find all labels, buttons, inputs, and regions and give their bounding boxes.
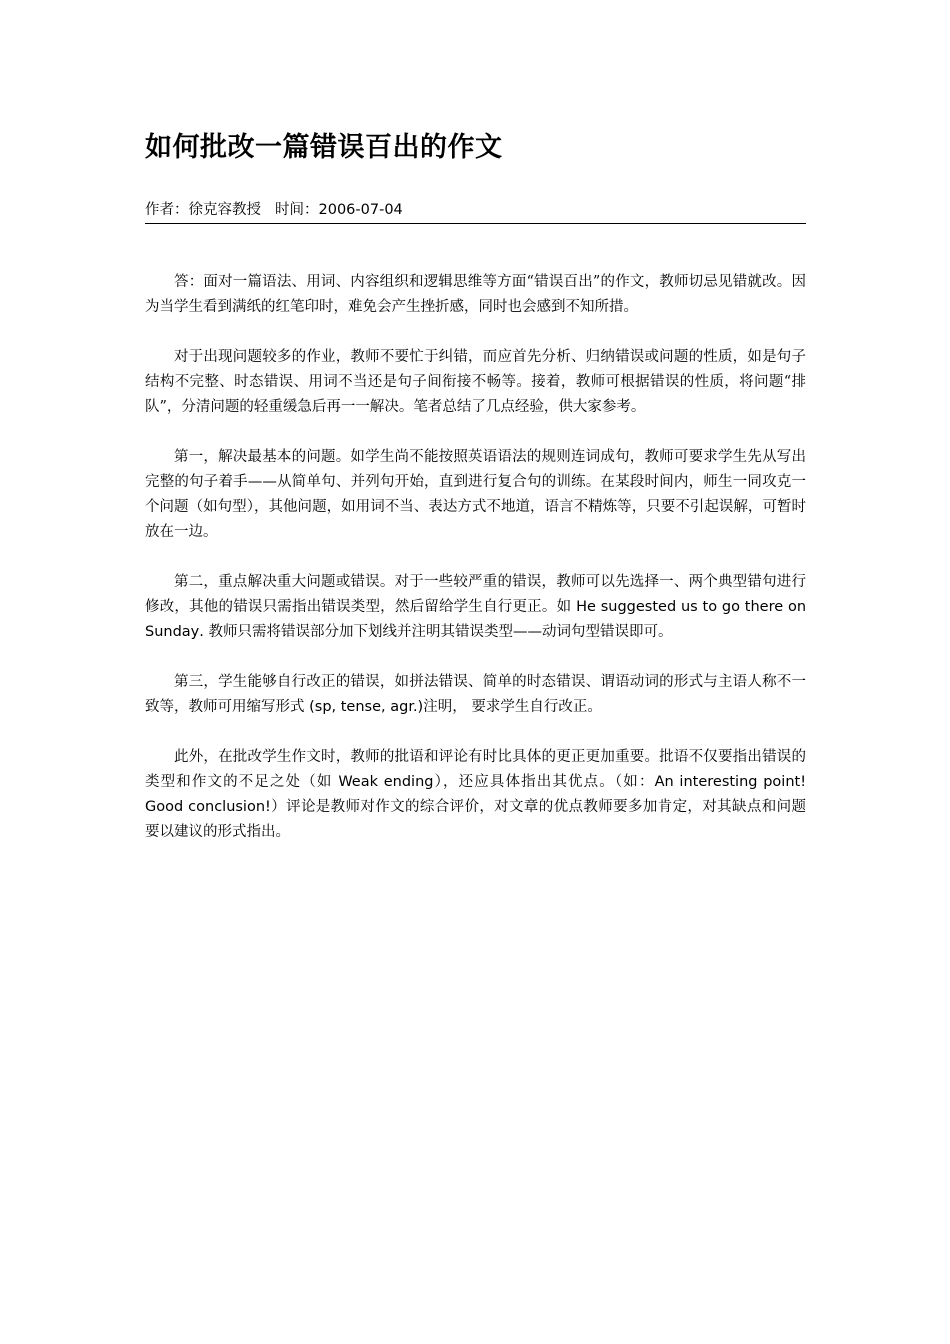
- article-meta: [145, 199, 806, 224]
- time-label: 时间：: [275, 202, 319, 218]
- paragraph-first-point: 第一，解决最基本的问题。如学生尚不能按照英语语法的规则连词成句，教师可要求学生先从写出完整的句子着手——从简单句、并列句开始，直到进行复合句的训练。在某段时间内，师生一同攻克一个问题（如句型），其他问题，如用词不当、表达方式不地道，语言不精炼等，只要不引起误解，可暂时放在一边。: [145, 449, 806, 540]
- paragraph-comments: [145, 745, 806, 845]
- publish-date: 2006-07-04: [318, 202, 403, 218]
- paragraph-text: 此外，在批改学生作文时，教师的批语和评论有时比具体的更正更加重要。批语不仅要指出错误的类型和作文的不足之处（如: [145, 749, 806, 790]
- paragraph-text: ）评论是教师对作文的综合评价，对文章的优点教师要多加肯定，对其缺点和问题要以建议的形式指出。: [145, 799, 806, 840]
- article-title: 如何批改一篇错误百出的作文: [145, 132, 503, 163]
- abbreviation-list: (sp, tense, agr.): [309, 699, 424, 715]
- author-label: 作者：: [145, 202, 189, 218]
- author-name: 徐克容教授: [188, 202, 261, 218]
- paragraph-second-point: [145, 570, 806, 645]
- paragraph-text: . 教师只需将错误部分加下划线并注明其错误类型——动词句型错误即可。: [199, 624, 673, 640]
- paragraph-analysis: 对于出现问题较多的作业，教师不要忙于纠错，而应首先分析、归纳错误或问题的性质，如是句子结构不完整、时态错误、用词不当还是句子间衔接不畅等。接着，教师可根据错误的性质，将问题“排队”，分清问题的轻重缓急后再一一解决。笔者总结了几点经验，供大家参考。: [145, 349, 806, 415]
- example-comment: Weak ending: [338, 774, 434, 790]
- paragraph-text: ），还应具体指出其优点。（如：: [433, 774, 655, 790]
- article: [145, 128, 806, 870]
- paragraph-text: 第三，学生能够自行改正的错误，如拼法错误、简单的时态错误、谓语动词的形式与主语人称不一致等，教师可用缩写形式: [145, 674, 806, 715]
- paragraph-third-point: [145, 670, 806, 720]
- example-comment: An interesting point! Good conclusion!: [145, 774, 807, 815]
- article-body: [145, 270, 806, 845]
- paragraph-text: 注明， 要求学生自行改正。: [423, 699, 602, 715]
- example-sentence: He suggested us to go there on Sunday: [145, 599, 807, 640]
- paragraph-text: 第二，重点解决重大问题或错误。对于一些较严重的错误，教师可以先选择一、两个典型错句进行修改，其他的错误只需指出错误类型，然后留给学生自行更正。如: [145, 574, 806, 615]
- paragraph-intro: 答：面对一篇语法、用词、内容组织和逻辑思维等方面“错误百出”的作文，教师切忌见错就改。因为当学生看到满纸的红笔印时，难免会产生挫折感，同时也会感到不知所措。: [145, 274, 806, 315]
